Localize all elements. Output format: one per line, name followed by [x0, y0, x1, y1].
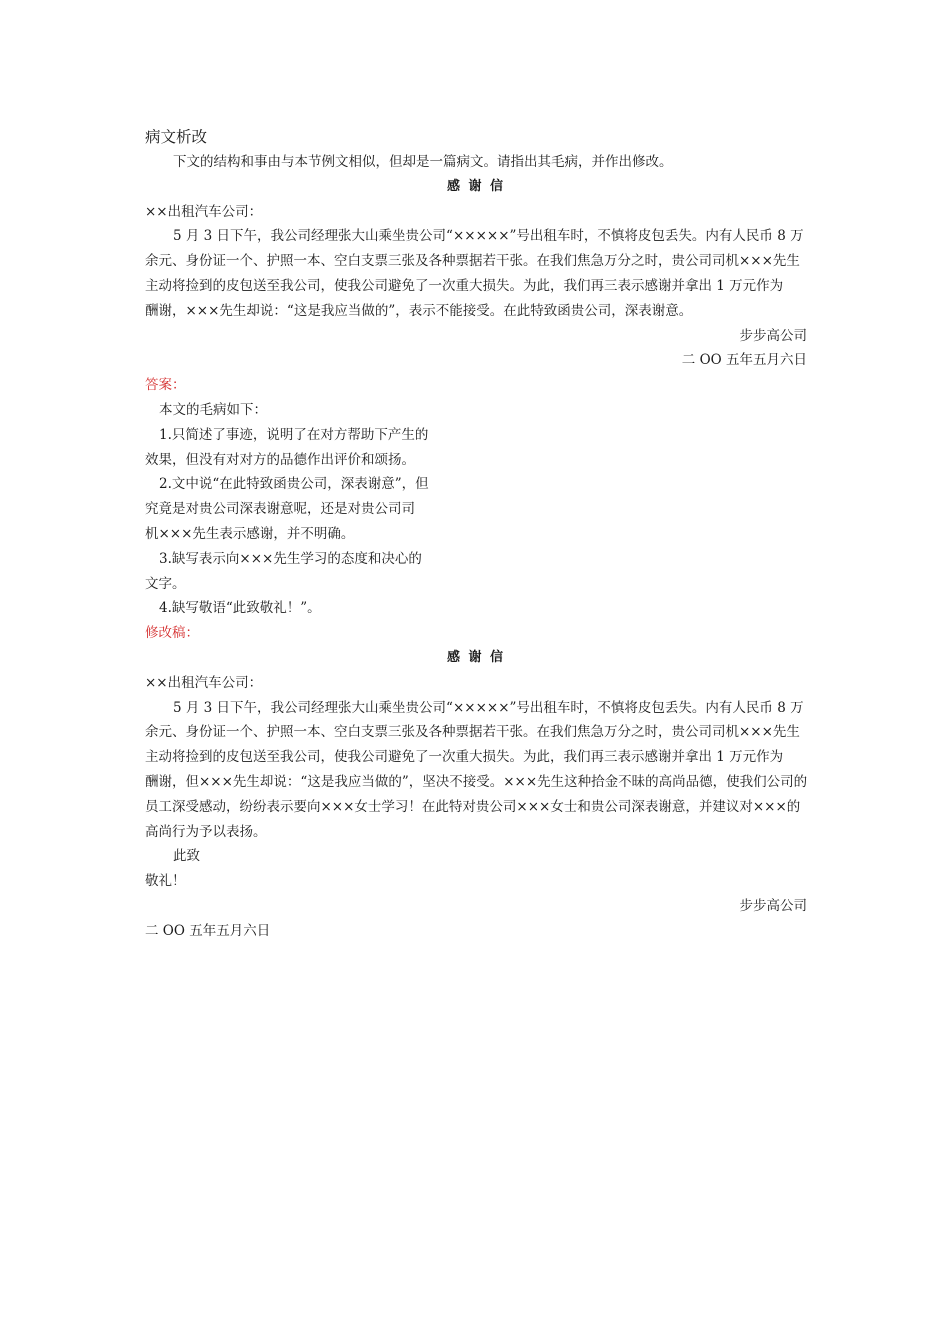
- answer-line: 文字。: [145, 575, 186, 592]
- revision-label: 修改稿：: [145, 625, 199, 642]
- section-heading: 病文析改: [145, 128, 208, 146]
- revision-date: 二 OO 五年五月六日: [145, 922, 271, 939]
- answer-line: 3.缺写表示向×××先生学习的态度和决心的: [159, 550, 422, 567]
- revision-body-line: 5 月 3 日下午，我公司经理张大山乘坐贵公司“×××××”号出租车时，不慎将皮包丢失。内有人民币 8 万: [173, 699, 804, 716]
- original-body-line: 主动将捡到的皮包送至我公司，使我公司避免了一次重大损失。为此，我们再三表示感谢并拿出 1 万元作为: [145, 277, 784, 294]
- original-letter-body: [145, 224, 807, 323]
- answer-list: [145, 423, 807, 621]
- original-salutation: ××出租汽车公司：: [145, 203, 263, 220]
- intro-text: 下文的结构和事由与本节例文相似，但却是一篇病文。请指出其毛病，并作出修改。: [173, 154, 673, 170]
- revision-body-line: 余元、身份证一个、护照一本、空白支票三张及各种票据若干张。在我们焦急万分之时，贵公司司机×××先生: [145, 724, 800, 741]
- revision-body-line: 酬谢，但×××先生却说：“这是我应当做的”，坚决不接受。×××先生这种拾金不昧的高尚品德，使我们公司的: [145, 773, 808, 790]
- answer-intro: 本文的毛病如下：: [159, 401, 267, 418]
- answer-line: 1.只简述了事迹，说明了在对方帮助下产生的: [159, 426, 429, 443]
- original-body-line: 5 月 3 日下午，我公司经理张大山乘坐贵公司“×××××”号出租车时，不慎将皮包丢失。内有人民币 8 万: [173, 228, 804, 245]
- answer-line: 究竟是对贵公司深表谢意呢，还是对贵公司司: [145, 501, 415, 518]
- document-page: [145, 124, 807, 944]
- answer-label: 答案：: [145, 377, 186, 394]
- revision-signature: 步步高公司: [739, 897, 807, 914]
- revision-salutation: ××出租汽车公司：: [145, 674, 263, 691]
- revision-closing-2: 敬礼！: [145, 873, 186, 890]
- original-date: 二 OO 五年五月六日: [681, 352, 807, 369]
- answer-line: 效果，但没有对对方的品德作出评价和颂扬。: [145, 451, 415, 468]
- original-letter-title: 感 谢 信: [446, 178, 506, 194]
- answer-line: 4.缺写敬语“此致敬礼！”。: [159, 600, 321, 617]
- revision-body-line: 主动将捡到的皮包送至我公司，使我公司避免了一次重大损失。为此，我们再三表示感谢并拿出 1 万元作为: [145, 749, 784, 766]
- answer-line: 机×××先生表示感谢，并不明确。: [145, 525, 355, 542]
- revision-body-line: 员工深受感动，纷纷表示要向×××女士学习！在此特对贵公司×××女士和贵公司深表谢意，并建议对×××的: [145, 798, 801, 815]
- revision-closing-1: 此致: [173, 848, 200, 865]
- original-body-line: 余元、身份证一个、护照一本、空白支票三张及各种票据若干张。在我们焦急万分之时，贵公司司机×××先生: [145, 253, 800, 270]
- revision-letter-title: 感 谢 信: [446, 649, 506, 665]
- revision-body-line: 高尚行为予以表扬。: [145, 823, 267, 840]
- revision-letter-body: [145, 696, 807, 845]
- original-signature: 步步高公司: [739, 327, 807, 344]
- answer-line: 2.文中说“在此特致函贵公司，深表谢意”，但: [159, 476, 429, 493]
- original-body-line: 酬谢，×××先生却说：“这是我应当做的”，表示不能接受。在此特致函贵公司，深表谢意。: [145, 302, 693, 319]
